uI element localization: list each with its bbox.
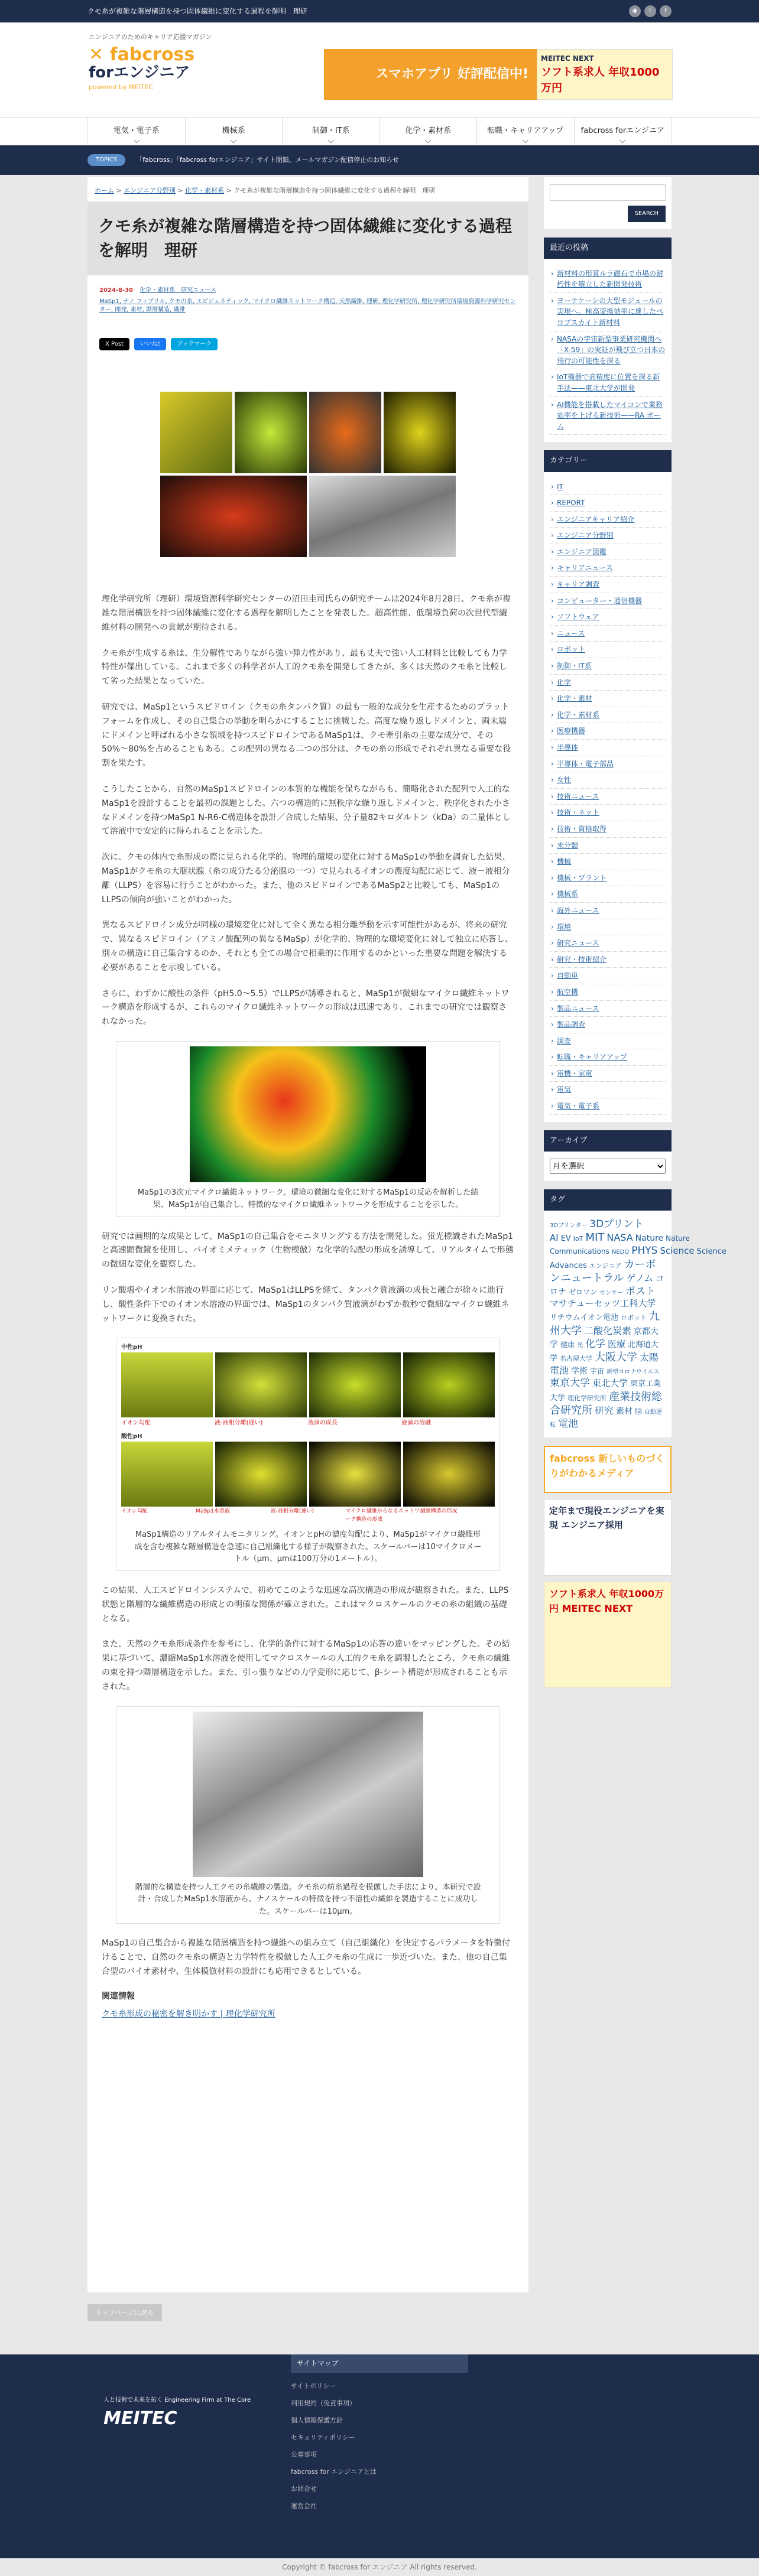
breadcrumb-link[interactable]: 化学・素材系 <box>185 187 225 194</box>
recent-item <box>550 397 666 435</box>
search-button[interactable]: SEARCH <box>628 206 666 222</box>
neutral-ph-label: 中性pH <box>121 1344 142 1351</box>
category-item <box>550 756 666 773</box>
category-item <box>550 691 666 707</box>
category-item <box>550 1082 666 1098</box>
stage-label: 液滴の溶融 <box>401 1419 431 1426</box>
paragraph: また、天然のクモ糸形成条件を参考にし、化学的条件に対するMaSp1の応答の違いをマッピングした。その結果に基づいて、濃縮MaSp1水溶液を使用してマクロスケールの人工的クモ糸を調製したところ、クモ糸の繊維の束を持つ階層構造を示した。また、引っ張りなどの力学変形に応じて、β-シート構造が形成されることも示された。 <box>102 1640 510 1692</box>
x-post-button[interactable]: X Post <box>99 338 129 351</box>
category-link[interactable]: 医療機器 <box>557 727 586 736</box>
tag-link[interactable]: 名古屋大学 <box>560 1355 593 1363</box>
category-link[interactable]: 自動車 <box>557 971 579 980</box>
tag-link[interactable]: NEDO <box>611 1249 630 1256</box>
tag-link[interactable]: 新型コロナウイルス <box>606 1368 660 1375</box>
tag-link[interactable]: カーボンニュートラル <box>550 1258 656 1284</box>
tag-link[interactable]: 自動運転 <box>550 1409 663 1429</box>
category-link[interactable]: IT <box>557 482 563 491</box>
recent-item <box>550 369 666 396</box>
paragraph: 研究では画期的な成果として、MaSp1の自己集合をモニタリングする方法を開発した。蛍光標識されたMaSp1と高速顕微鏡を使用し、バイオミメティック（生物模倣）な化学的勾配の形成を誘導して、リアルタイムで形態の微細な変化を観察した。 <box>102 1231 514 1270</box>
nav-item[interactable]: fabcross forエンジニア <box>574 118 672 145</box>
category-link[interactable]: 海外ニュース <box>557 906 599 915</box>
tag-link[interactable]: 脳 <box>635 1407 643 1416</box>
footer-link[interactable]: お問合せ <box>291 2484 317 2493</box>
footer-slogan: 人と技術で未来を拓く Engineering Firm at The Core <box>103 2397 251 2403</box>
breadcrumb-home[interactable]: ホーム <box>95 187 114 194</box>
nav-item[interactable]: 化学・素材系 <box>380 118 477 145</box>
category-link[interactable]: 製品ニュース <box>557 1004 599 1013</box>
tag-link[interactable]: 研究 <box>595 1404 614 1416</box>
stage-label: 液-液相分離(遅い) <box>215 1419 263 1426</box>
figure-caption: MaSp1構造のリアルタイムモニタリング。イオンとpHの濃度勾配により、MaSp1がマイクロ繊維形成を含む複雑な階層構造を急速に自己組織化する様子が観察された。スケールバーは10マイクロメートル（μm、μmは100万分の1メートル）。 <box>134 1530 482 1564</box>
category-link[interactable]: 技術・資格取得 <box>557 824 607 833</box>
recent-item <box>550 293 666 331</box>
search-input[interactable] <box>550 184 666 201</box>
category-link[interactable]: ロボット <box>557 645 586 654</box>
recruit-ad[interactable]: 定年まで現役エンジニアを実現 エンジニア採用 <box>544 1499 672 1576</box>
tag-link[interactable]: NASA <box>606 1232 633 1244</box>
tag-link[interactable]: 医療 <box>608 1339 626 1350</box>
paragraph: クモ糸が生成する糸は、生分解性でありながら強い弾力性があり、最も丈夫で強い人工材料と比較しても力学特性が傑出している。これまで多くの科学者が人工的クモ糸を開発してきたが、多くは天然のクモ糸と比較して劣った結果となっていた。 <box>102 648 507 687</box>
category-item <box>550 642 666 658</box>
category-item <box>550 935 666 952</box>
career-banner[interactable] <box>537 49 673 100</box>
tag-cloud <box>544 1189 726 1438</box>
stage-label: 繊維構造の形成 <box>420 1508 458 1514</box>
stage-label: イオン勾配 <box>121 1419 151 1426</box>
category-link[interactable]: 技術ニュース <box>557 792 599 801</box>
recent-link[interactable]: 新材料の形質ルラ磁石で市場の耐朽性を確立した新開発技術 <box>557 269 664 289</box>
tag-link[interactable]: 北海道大学 <box>550 1341 659 1364</box>
tag-link[interactable]: 学術 <box>571 1366 588 1376</box>
category-heading: カテゴリー <box>544 450 672 471</box>
like-button[interactable]: いいね! <box>134 338 166 351</box>
tag-link[interactable]: 宇宙 <box>590 1367 605 1375</box>
tag-link[interactable]: リチウムイオン電池 <box>550 1313 618 1323</box>
tag-link[interactable]: Nature <box>635 1234 664 1244</box>
tag-link[interactable]: 東京大学 <box>550 1377 590 1390</box>
hero-image <box>309 476 456 557</box>
logo-powered: powered by MEITEC <box>89 83 154 92</box>
article-body <box>95 392 521 2021</box>
category-item <box>550 805 666 821</box>
rss-icon[interactable]: ◉ <box>629 5 641 17</box>
figure-network <box>116 1041 500 1217</box>
hero-image <box>160 476 307 557</box>
site-logo[interactable]: ✕ fabcross forエンジニア powered by MEITEC <box>89 46 231 93</box>
category-item <box>550 626 666 642</box>
search-box <box>544 177 672 229</box>
category-item <box>550 903 666 919</box>
back-to-top-button[interactable]: トップページに戻る <box>87 2304 162 2321</box>
category-item <box>550 479 666 496</box>
header <box>0 22 759 117</box>
article-main <box>87 177 528 2292</box>
nav-item[interactable]: 電気・電子系 <box>87 118 185 145</box>
tag-link[interactable]: 理化学研究所 <box>567 1394 607 1402</box>
bookmark-button[interactable]: ブックマーク <box>171 338 218 351</box>
tag-link[interactable]: ゲノム <box>626 1272 654 1284</box>
fabcross-ad[interactable]: fabcross 新しいものづくりがわかるメディア <box>544 1446 672 1493</box>
category-link[interactable]: 機械 <box>557 857 572 866</box>
tag-link[interactable]: エンジニア <box>589 1261 622 1270</box>
sidebar <box>544 177 726 1688</box>
category-item <box>550 740 666 756</box>
recent-heading: 最近の投稿 <box>544 238 672 259</box>
figure-monitoring <box>116 1338 500 1571</box>
facebook-icon[interactable]: f <box>660 5 672 17</box>
stage-label: マイクロ繊維からなるネットワーク構造の形成 <box>345 1508 420 1523</box>
paragraph: MaSp1の自己集合から複雑な階層構造を持つ繊維への組み立て（自己組織化）を決定するパラメータを特徴付けることで、自然のクモ糸の構造と力学特性を模倣した人工クモ糸の生成に一歩近づいた。また、他の自己集合型のバイオ素材や、生体模倣材料の設計にも応用できるとしている。 <box>102 1938 510 1976</box>
footer-link[interactable]: サイトポリシー <box>291 2382 336 2390</box>
micro-image <box>215 1442 307 1507</box>
nav-item[interactable]: 制御・IT系 <box>282 118 380 145</box>
category-item <box>550 544 666 561</box>
category-item <box>550 723 666 740</box>
category-item <box>550 560 666 577</box>
micro-image <box>403 1442 495 1507</box>
stage-label: 液-液相分離(速い) <box>270 1508 314 1514</box>
category-item <box>550 984 666 1001</box>
recent-link[interactable]: AI機能を搭載したマイコンで業務効率を上げる新技術——RA ポーム <box>557 400 663 431</box>
category-link[interactable]: 機械・プラント <box>557 873 607 882</box>
paragraph: 理化学研究所（理研）環境資源科学研究センターの沼田圭司氏らの研究チームは2024年8月28日、クモ糸が複雑な階層構造を持つ固体繊維に変化する過程を解明したことを発表した。超高性能、低環境負荷の次世代型繊維材料の開発への貢献が期待される。 <box>102 594 511 632</box>
recent-item <box>550 266 666 293</box>
paragraph: リン酸塩やイオン水溶液の界面に応じて、MaSp1はLLPSを経て、タンパク質液滴の成長と融合が徐々に進行し、酸性条件下でのイオン水溶液の界面では、MaSp1のタンパク質液滴がわずか数秒で微細なマイクロ繊維ネットワークに変換された。 <box>102 1285 510 1323</box>
topics-badge: TOPICS <box>87 154 125 166</box>
logo-main: fabcross <box>109 44 195 65</box>
recent-posts <box>544 238 672 443</box>
tag-link[interactable]: 化学 <box>585 1338 606 1351</box>
main-nav <box>0 117 759 145</box>
footer-logo[interactable] <box>103 2396 251 2432</box>
header-figure <box>160 392 456 557</box>
category-link[interactable]: 電気・電子系 <box>557 1102 600 1111</box>
breadcrumb-current: クモ糸が複雑な階層構造を持つ固体繊維に変化する過程を解明 理研 <box>233 187 436 194</box>
category-item <box>550 1001 666 1017</box>
career-banner-brand: MEITEC NEXT <box>541 54 594 63</box>
category-item <box>550 577 666 593</box>
footer-link[interactable]: セキュリティポリシー <box>291 2433 355 2441</box>
tag-link[interactable]: 3Dプリント <box>589 1218 644 1230</box>
tag-link[interactable]: ゼロワン <box>569 1288 598 1297</box>
tag-link[interactable]: Nature Communications <box>550 1234 690 1256</box>
tag-link[interactable]: IoT <box>573 1235 583 1243</box>
stage-label: MaSp1水溶液 <box>196 1508 230 1514</box>
category-item <box>550 675 666 691</box>
category-link[interactable]: 女性 <box>557 776 572 785</box>
tag-link[interactable]: マサチューセッツ工科大学 <box>550 1298 656 1309</box>
category-item <box>550 870 666 887</box>
breadcrumb: ホーム > エンジニア分野別 > 化学・素材系 > クモ糸が複雑な階層構造を持つ固体繊維に変化する過程を解明 理研 <box>95 187 436 194</box>
figure-caption: 階層的な構造を持つ人工クモの糸繊維の製造。クモ糸の紡糸過程を模倣した手法により、本研究で設計・合成したMaSp1水溶液から、ナノスケールの特徴を持つ不溶性の繊維を製造することに成功した。スケールバーは10μm。 <box>135 1882 481 1917</box>
category-link[interactable]: 化学・素材 <box>557 694 593 703</box>
micro-image <box>121 1442 213 1507</box>
hero-image <box>160 392 232 473</box>
tag-link[interactable]: 3Dプリンター <box>550 1222 588 1229</box>
category-link[interactable]: REPORT <box>557 499 585 508</box>
top-bar <box>0 0 759 22</box>
footer-link[interactable]: 利用規約（免責事項） <box>291 2399 356 2407</box>
tag-link[interactable]: 産業技術総合研究所 <box>550 1390 663 1417</box>
category-link[interactable]: エンジニアキャリア紹介 <box>557 515 635 523</box>
category-item <box>550 821 666 838</box>
post-tags[interactable]: MaSp1, ナノ フィブリル, クモの糸, エピジェネティック, マイクロ繊維ネットワーク構造, 天然繊維, 理研, 理化学研究所, 理化学研究所環境資源科学研究センター, 開発, 素材, 階層構造, 繊維 <box>99 298 516 313</box>
paragraph: 次に、クモの体内で糸形成の際に見られる化学的、物理的環境の変化に対するMaSp1の挙動を調査した結果、MaSp1がクモ糸の大瓶状腺（糸の成分たる分泌腺の一つ）で見られるイオンの濃度勾配に応じて、液－液相分離（LLPS）を容易に行うことがわかった。また、他のスピドロインであるMaSp2と比較しても、MaSp1のLLPSの傾向が強いことがわかった。 <box>102 853 511 905</box>
category-item <box>550 1017 666 1033</box>
post-categories[interactable]: 化学・素材系 研究ニュース <box>140 287 216 294</box>
tag-link[interactable]: ロボット <box>620 1314 647 1322</box>
tag-link[interactable]: 光 <box>577 1342 583 1349</box>
related-heading: 関連情報 <box>102 1992 135 2002</box>
hero-image <box>384 392 456 473</box>
figure-caption: MaSp1の3次元マイクロ繊維ネットワーク。環境の微細な変化に対するMaSp1の反応を解析した結果、MaSp1が自己集合し、特徴的なマイクロ繊維ネットワークを形成することを示した。 <box>137 1188 479 1209</box>
category-item <box>550 658 666 675</box>
paragraph: この結果、人工スピドロインシステムで、初めてこのような迅速な高次構造の形成が観察された。また、LLPS状態と階層的な繊維構造の形成との明確な関係が確立された。これはマクロスケールのクモの糸の組織の基礎となる。 <box>102 1586 509 1624</box>
category-link[interactable]: 転職・キャリアアップ <box>557 1053 628 1062</box>
category-link[interactable]: 製品調査 <box>557 1020 586 1029</box>
micro-image <box>309 1442 401 1507</box>
category-link[interactable]: ニュース <box>557 629 585 638</box>
category-link[interactable]: 化学 <box>557 678 572 687</box>
categories <box>544 450 672 1121</box>
category-link[interactable]: 電機・家電 <box>557 1069 593 1078</box>
hero-image <box>309 392 381 473</box>
social-icons <box>629 5 672 17</box>
tag-heading: タグ <box>544 1189 672 1211</box>
header-banners <box>324 49 673 100</box>
category-item <box>550 707 666 724</box>
micro-image <box>121 1352 213 1417</box>
category-link[interactable]: コンピューター・通信機器 <box>557 596 643 605</box>
category-link[interactable]: 研究ニュース <box>557 939 599 948</box>
nav-item[interactable]: 機械系 <box>185 118 283 145</box>
tag-link[interactable]: 東北大学 <box>592 1378 628 1389</box>
category-item <box>550 854 666 870</box>
category-link[interactable]: キャリアニュース <box>557 564 613 573</box>
tag-link[interactable]: PHYS <box>631 1245 658 1257</box>
logo-sub: forエンジニア <box>89 64 190 82</box>
hero-image <box>235 392 307 473</box>
category-link[interactable]: エンジニア図鑑 <box>557 547 606 556</box>
post-date: 2024-8-30 <box>99 287 134 294</box>
tag-link[interactable]: Science Advances <box>550 1247 726 1270</box>
category-link[interactable]: ソフトウェア <box>557 613 599 622</box>
footer-link[interactable]: fabcross for エンジニアとは <box>291 2467 377 2476</box>
micro-image <box>309 1352 401 1417</box>
micro-image <box>403 1352 495 1417</box>
breadcrumb-link[interactable]: エンジニア分野別 <box>124 187 176 194</box>
career-banner-text: ソフト系求人 年収1000万円 <box>541 66 660 95</box>
footer-link[interactable]: 個人情報保護方針 <box>291 2416 343 2424</box>
sitemap-heading: サイトマップ <box>291 2354 468 2373</box>
tag-link[interactable]: 素材 <box>616 1406 633 1416</box>
category-link[interactable]: 未分類 <box>557 841 579 850</box>
tag-link[interactable]: EV <box>560 1234 571 1244</box>
category-link[interactable]: 研究・技術紹介 <box>557 955 607 964</box>
news-link[interactable]: 「fabcross」「fabcross forエンジニア」サイト閉鎖、メールマガジン配信停止のお知らせ <box>136 156 399 164</box>
news-bar <box>0 145 759 175</box>
twitter-icon[interactable]: t <box>644 5 656 17</box>
recent-link[interactable]: IoT機器で高精度に位置を探る新手法——東北大学が開発 <box>557 373 660 392</box>
app-banner[interactable]: スマホアプリ 好評配信中! <box>324 49 537 100</box>
category-item <box>550 1049 666 1066</box>
share-buttons <box>99 338 517 351</box>
category-link[interactable]: 半導体・電子部品 <box>557 759 614 768</box>
footer-link[interactable]: 運営会社 <box>291 2502 317 2510</box>
category-item <box>550 609 666 626</box>
paragraph: 異なるスピドロイン成分が同様の環境変化に対して全く異なる相分離挙動を示す可能性があるが、将来の研究で、異なるスピドロイン（アミノ酸配列の異なるMaSp）が化学的、物理的な環境変化に対して独立に応答し、別々の構造に自己集合するのか、それとも全ての場合で相乗的に作用するのかといった重要な問題を解決する必要があることを示唆している。 <box>102 921 513 972</box>
stage-label: 液滴の成長 <box>308 1419 338 1426</box>
tag-link[interactable]: 電池 <box>558 1418 578 1430</box>
footer-logo-text: MEITEC <box>103 2408 177 2429</box>
category-item <box>550 593 666 610</box>
category-item <box>550 1098 666 1115</box>
tag-link[interactable]: 太陽電池 <box>550 1352 659 1376</box>
stage-label: イオン勾配 <box>121 1508 148 1514</box>
category-link[interactable]: 環境 <box>557 922 572 931</box>
tag-link[interactable]: MIT <box>585 1231 605 1244</box>
page-title: クモ糸が複雑な階層構造を持つ固体繊維に変化する過程を解明 理研 <box>98 216 513 260</box>
figure-fiber <box>116 1706 500 1924</box>
related-link[interactable]: クモ糸形成の秘密を解き明かす | 理化学研究所 <box>102 2009 275 2019</box>
tag-link[interactable]: 九州大学 <box>550 1310 660 1337</box>
recent-link[interactable]: NASAの宇宙新型事業研究機関へ「X-59」の実証が飛び立つ日本の飛行の可能性を探る <box>557 334 666 365</box>
category-item <box>550 919 666 936</box>
paragraph: 研究では、MaSp1というスピドロイン（クモの糸タンパク質）の最も一般的な成分を生産するためのプラットフォームを作成し、その自己集合の挙動を明らかにすることに挑戦した。高度な繰り返しドメインと、両末端にドメインと呼ばれる小さな領域を持つスピドロインであるMaSp1は、クモ牽引糸の主要な成分で、その50%〜80%を占めることもある。この配列の異なる二つの部分は、クモの糸の形成でそれぞれ異なる重要な役割を果たす。 <box>102 702 511 769</box>
footer <box>0 2354 759 2558</box>
category-item <box>550 838 666 854</box>
tag-link[interactable]: 大阪大学 <box>595 1351 638 1364</box>
tag-link[interactable]: 京都大学 <box>550 1326 659 1350</box>
nav-item[interactable]: 転職・キャリアアップ <box>476 118 574 145</box>
fiber-image <box>193 1712 423 1877</box>
category-item <box>550 1066 666 1082</box>
category-link[interactable]: 機械系 <box>557 890 579 899</box>
tag-link[interactable]: 健康 <box>560 1341 575 1349</box>
category-link[interactable]: キャリア調査 <box>557 580 600 589</box>
footer-link[interactable]: 公募事項 <box>291 2450 317 2458</box>
category-item <box>550 772 666 789</box>
category-link[interactable]: 半導体 <box>557 743 579 752</box>
tag-link[interactable]: センサー <box>599 1290 624 1297</box>
category-link[interactable]: 調査 <box>557 1036 572 1045</box>
category-item <box>550 528 666 544</box>
category-link[interactable]: 技術・ネット <box>557 808 600 817</box>
acidic-ph-label: 酸性pH <box>121 1433 142 1440</box>
category-item <box>550 789 666 805</box>
title-box <box>87 201 528 275</box>
category-link[interactable]: 航空機 <box>557 987 579 996</box>
top-title: クモ糸が複雑な階層構造を持つ固体繊維に変化する過程を解明 理研 <box>87 6 308 15</box>
tagline: エンジニアのためのキャリア応援マガジン <box>89 33 212 41</box>
category-link[interactable]: 電気 <box>557 1085 572 1094</box>
tag-link[interactable]: AI <box>550 1232 559 1244</box>
category-item <box>550 1033 666 1050</box>
micro-image <box>215 1352 307 1417</box>
category-item <box>550 512 666 528</box>
tag-link[interactable]: コロナ <box>550 1274 664 1297</box>
article-meta <box>95 286 521 314</box>
tag-link[interactable]: 東京工業大学 <box>550 1380 661 1403</box>
category-link[interactable]: エンジニア分野別 <box>557 531 614 540</box>
recent-link[interactable]: ヨーテケーシの大型モジュールの実現へ。極高変換効率に達したペロブスカイト新材料 <box>557 296 664 327</box>
category-item <box>550 968 666 984</box>
paragraph: さらに、わずかに酸性の条件（pH5.0〜5.5）でLLPSが誘導されると、MaSp1が微細なマイクロ繊維ネットワーク構造を形成するが、これらのマイクロ繊維ネットワークの形成は迅速であり、これまでの研究では観察されなかった。 <box>102 988 510 1027</box>
tag-link[interactable]: Science <box>660 1245 695 1257</box>
meitec-ad[interactable]: ソフト系求人 年収1000万円 MEITEC NEXT <box>544 1582 672 1688</box>
tag-link[interactable]: 二酸化炭素 <box>584 1325 632 1336</box>
category-item <box>550 952 666 968</box>
category-link[interactable]: 化学・素材系 <box>557 710 600 719</box>
category-item <box>550 886 666 903</box>
archive-select[interactable] <box>550 1159 666 1174</box>
recent-item <box>550 331 666 370</box>
network-image <box>190 1046 426 1182</box>
archives <box>544 1130 672 1181</box>
copyright: Copyright © fabcross for エンジニア All rights reserved. <box>0 2558 759 2576</box>
archive-heading: アーカイブ <box>544 1130 672 1152</box>
category-item <box>550 495 666 512</box>
tag-link[interactable]: ポスト <box>625 1286 656 1298</box>
category-link[interactable]: 制御・IT系 <box>557 662 592 671</box>
paragraph: こうしたことから、自然のMaSp1スピドロインの本質的な機能を保ちながらも、簡略化された配列で人工的なMaSp1を設計することを最初の課題とした。六つの構造的に無秩序な繰り返しドメインと、秩序化された小さなドメインを持つMaSp1 N-R6-C構造体を設計／合成した結果、分子量82キロダルトン（kDa）の二量体として溶液中で安定的に得られることを示した。 <box>102 785 511 837</box>
